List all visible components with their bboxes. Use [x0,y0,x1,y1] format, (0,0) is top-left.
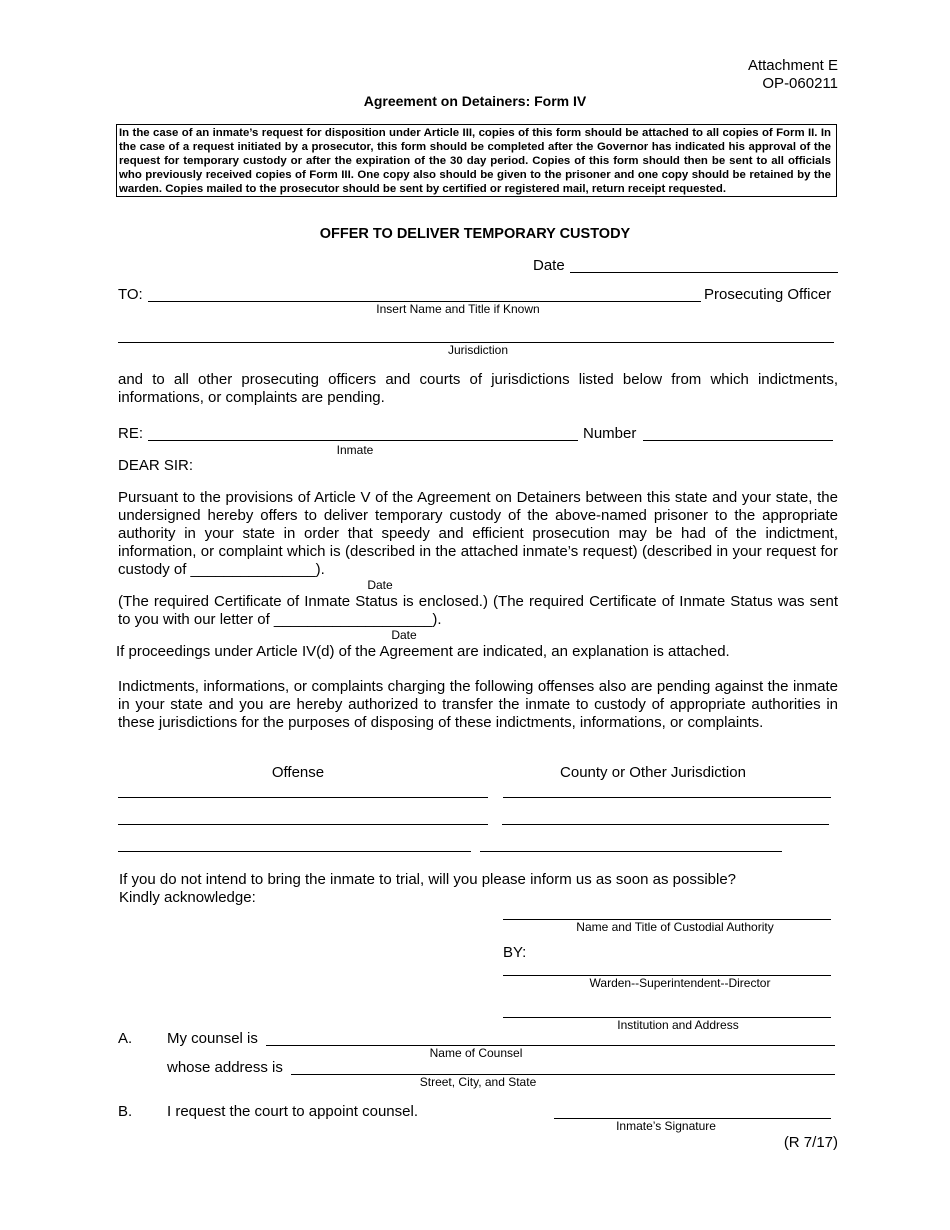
street-city-state-label: Street, City, and State [419,1075,537,1089]
prosecuting-officer-label: Prosecuting Officer [704,286,832,303]
body-paragraph-1: Pursuant to the provisions of Article V of the Agreement on Detainers between this state and your state, the undersigned hereby offers to deliver temporary custody of the above-named prisoner to the appropriate authority in your state in order that speedy and efficient prosecution may be had of the indictment, information, or complaint which is (described in the attached inmate’s request) (described in your request for custody of _______________). [118,489,838,578]
date-sublabel-2: Date [391,628,417,642]
op-number: OP-060211 [762,75,838,92]
trial-text: If you do not intend to bring the inmate to trial, will you please inform us as soon as possible? [119,871,737,888]
whose-address-label: whose address is [167,1059,283,1076]
number-field[interactable] [643,440,833,441]
certificate-text: (The required Certificate of Inmate Status is enclosed.) (The required Certificate of Inmate Status was sent to you with our letter of ___________________). [118,593,838,628]
to-label: TO: [118,286,143,303]
offense-field-1[interactable] [118,797,488,798]
offer-title: OFFER TO DELIVER TEMPORARY CUSTODY [319,226,631,242]
by-label: BY: [503,944,527,961]
counsel-a-marker: A. [118,1030,133,1047]
my-counsel-label: My counsel is [167,1030,258,1047]
institution-label: Institution and Address [617,1018,739,1032]
re-label: RE: [118,425,144,442]
revision-label: (R 7/17) [783,1134,838,1151]
date-field[interactable] [570,272,838,273]
inmate-label: Inmate [336,443,374,457]
insert-name-label: Insert Name and Title if Known [376,302,540,316]
offense-field-3[interactable] [118,851,471,852]
attachment-label: Attachment E [747,57,838,74]
custodial-authority-label: Name and Title of Custodial Authority [576,920,774,934]
inmate-field[interactable] [148,440,578,441]
county-field-3[interactable] [480,851,782,852]
inmate-signature-label: Inmate’s Signature [616,1119,716,1133]
jurisdiction-label: Jurisdiction [447,343,509,357]
name-of-counsel-label: Name of Counsel [429,1046,523,1060]
date-sublabel-1: Date [367,578,393,592]
warden-label: Warden--Superintendent--Director [589,976,771,990]
number-label: Number [583,425,637,442]
indictments-text: Indictments, informations, or complaints charging the following offenses also are pending against the inmate in your state and you are hereby authorized to transfer the inmate to custody of appropriate authorities in these jurisdictions for the purposes of disposing of these indictments, informations, or complaints. [118,678,838,731]
date-label: Date [533,257,565,274]
form-title: Agreement on Detainers: Form IV [363,93,587,109]
salutation: DEAR SIR: [118,457,194,474]
county-field-1[interactable] [503,797,831,798]
notice-box: In the case of an inmate’s request for disposition under Article III, copies of this form should be attached to all copies of Form II. In the case of a request initiated by a prosecutor, this form should be completed after the Governor has indicated his approval of the request for temporary custody or after the expiration of the 30 day period. Copies of this form should then be sent to all officials who previously received copies of Form III. One copy also should be given to the prisoner and one copy should be retained by the warden. Copies mailed to the prosecutor should be sent by certified or registered mail, return receipt requested. [116,124,837,197]
proceedings-text: If proceedings under Article IV(d) of the Agreement are indicated, an explanation is attached. [116,643,730,660]
offense-column-header: Offense [271,764,325,781]
acknowledge-text: Kindly acknowledge: [119,889,256,906]
county-column-header: County or Other Jurisdiction [560,764,746,781]
counsel-b-marker: B. [118,1103,133,1120]
offense-field-2[interactable] [118,824,488,825]
county-field-2[interactable] [502,824,829,825]
appoint-counsel-text: I request the court to appoint counsel. [167,1103,418,1120]
attachment-header [748,57,838,93]
to-all-text: and to all other prosecuting officers and courts of jurisdictions listed below from which indictments, informations, or complaints are pending. [118,371,838,406]
